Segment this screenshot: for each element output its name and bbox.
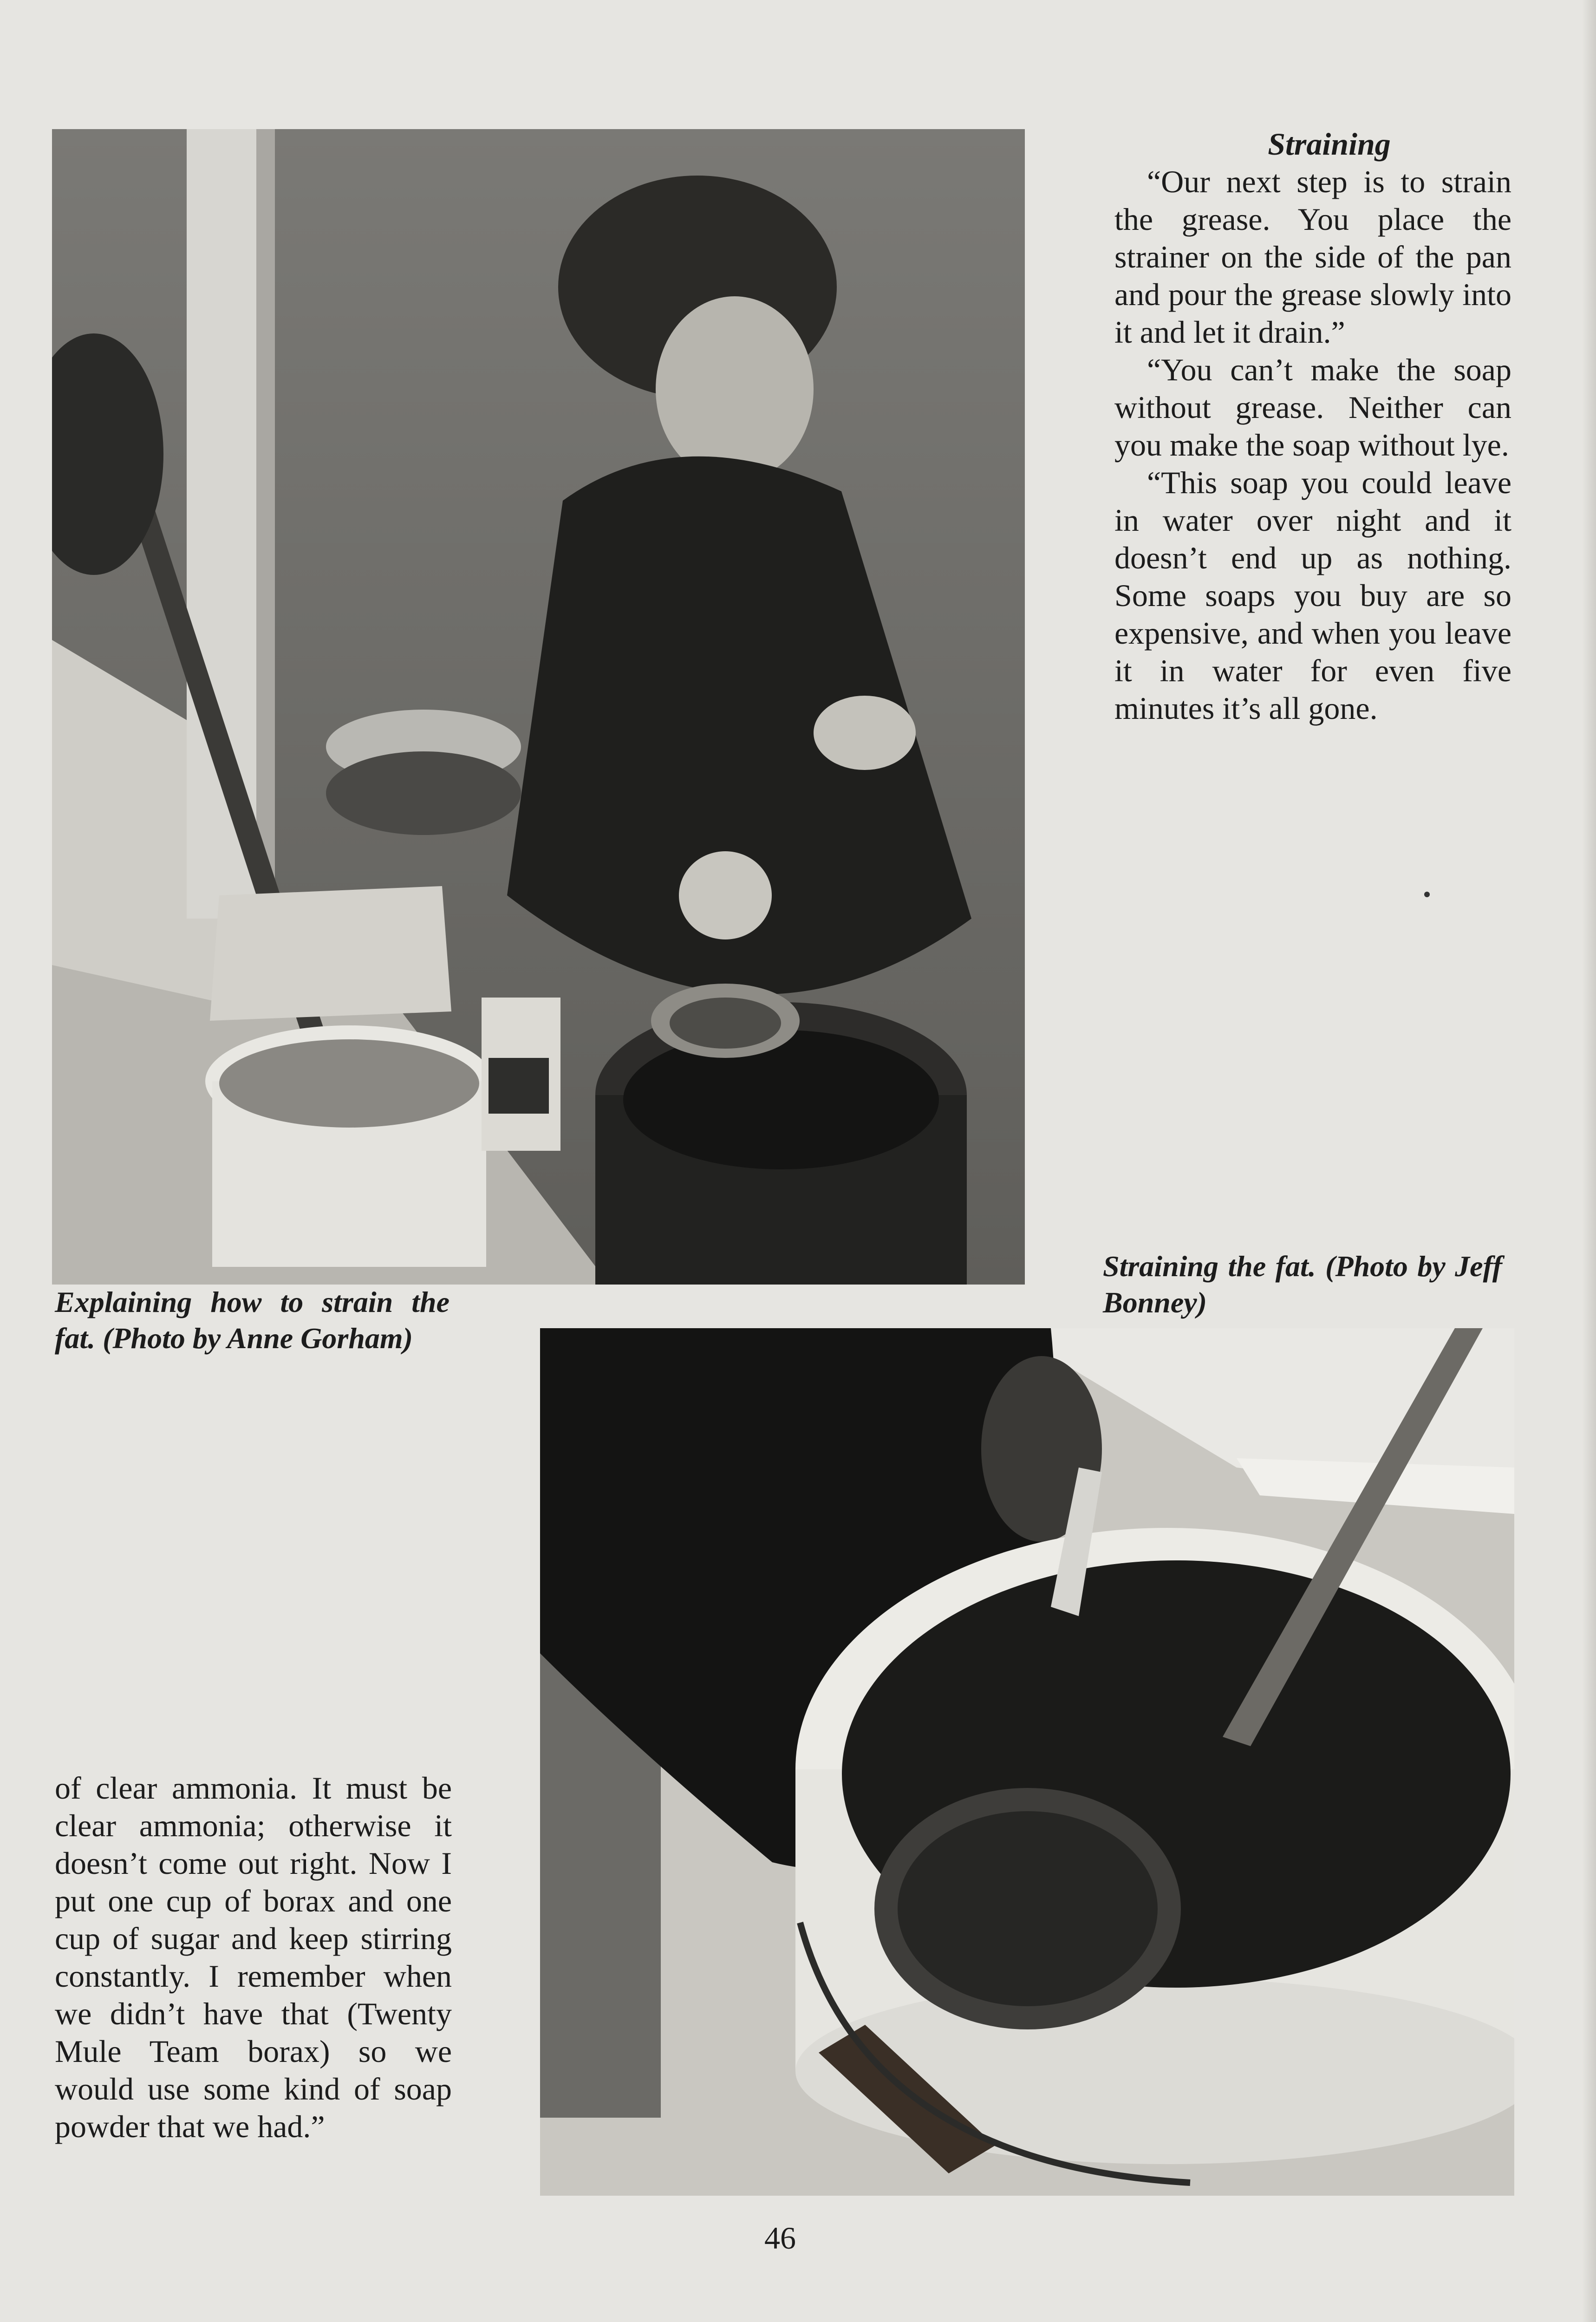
straining-section [1114,125,1511,727]
paragraph-1: “Our next step is to strain the grease. You place the strainer on the side of the pan and pour the grease slowly into it and let it drain.” [1114,164,1511,350]
photo2-illustration [540,1328,1514,2196]
page-number: 46 [764,2220,796,2256]
print-speck [1424,892,1430,897]
photo1-illustration [52,129,1025,1285]
caption-photo2: Straining the fat. (Photo by Jeff Bonney) [1103,1250,1502,1319]
photo-woman-explaining [52,129,1025,1285]
photo-straining-fat [540,1328,1514,2196]
paragraph-2: “You can’t make the soap without grease. Neither can you make the soap without lye. [1114,352,1511,463]
continued-paragraph: of clear ammonia. It must be clear ammonia; otherwise it doesn’t come out right. Now I put one cup of borax and one cup of sugar and keep stirring constantly. I remember when we didn’t have that (Twenty Mule Team borax) so we would use some kind of soap powder that we had.” [55,1770,452,2144]
section-heading: Straining [1268,126,1391,162]
page-edge [1582,0,1596,2322]
caption-photo1: Explaining how to strain the fat. (Photo by Anne Gorham) [55,1285,449,1355]
continued-text [55,1769,452,2146]
paragraph-3: “This soap you could leave in water over night and it doesn’t end up as nothing. Some soaps you buy are so expensive, and when you leave it in water for even five minutes it’s all gone. [1114,465,1511,726]
